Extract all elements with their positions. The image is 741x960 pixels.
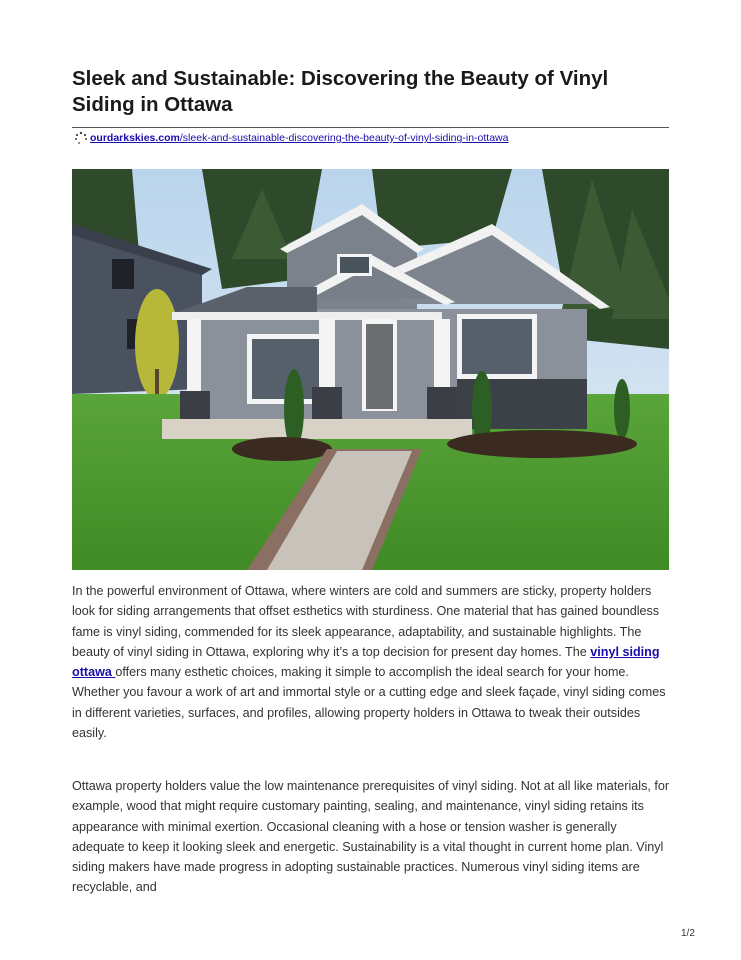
paragraph-1 bbox=[72, 581, 670, 743]
page-number: 1/2 bbox=[681, 928, 695, 939]
source-host: ourdarkskies.com bbox=[90, 132, 180, 144]
paragraph-1-after: offers many esthetic choices, making it simple to accomplish the ideal search for your home. Whether you favour a work of art and immortal style or a cutting edge and sleek façade, vinyl siding comes in different varieties, surfaces, and profiles, allowing property holders in Ottawa to tweak their outsides easily. bbox=[72, 665, 666, 741]
paragraph-2: Ottawa property holders value the low maintenance prerequisites of vinyl siding. Not at all like materials, for example, wood that might require customary painting, sealing, and maintenance, vinyl siding retains its appearance with minimal exertion. Occasional cleaning with a hose or tension washer is generally adequate to keep it looking sleek and energetic. Sustainability is a vital thought in current home plan. Vinyl siding makers have made progress in adopting sustainable practices. Numerous vinyl siding items are recyclable, and bbox=[72, 779, 670, 895]
vinyl-siding-ottawa-link[interactable]: vinyl siding ottawa bbox=[72, 644, 660, 680]
source-path: /sleek-and-sustainable-discovering-the-beauty-of-vinyl-siding-in-ottawa bbox=[179, 132, 509, 144]
title-divider bbox=[72, 127, 669, 128]
page-title: Sleek and Sustainable: Discovering the Beauty of Vinyl Siding in Ottawa bbox=[72, 67, 609, 116]
loading-dots-icon bbox=[74, 131, 88, 145]
house-photo bbox=[72, 169, 669, 570]
source-link-row bbox=[74, 131, 508, 145]
paragraph-1-before: In the powerful environment of Ottawa, where winters are cold and summers are sticky, property holders look for siding arrangements that offset esthetics with sturdiness. One material that has gained boundless fame is vinyl siding, commended for its sleek appearance, adaptability, and sustainable highlights. The beauty of vinyl siding in Ottawa, exploring why it’s a top decision for present day homes. The bbox=[72, 584, 660, 659]
source-url-link[interactable] bbox=[90, 132, 508, 144]
